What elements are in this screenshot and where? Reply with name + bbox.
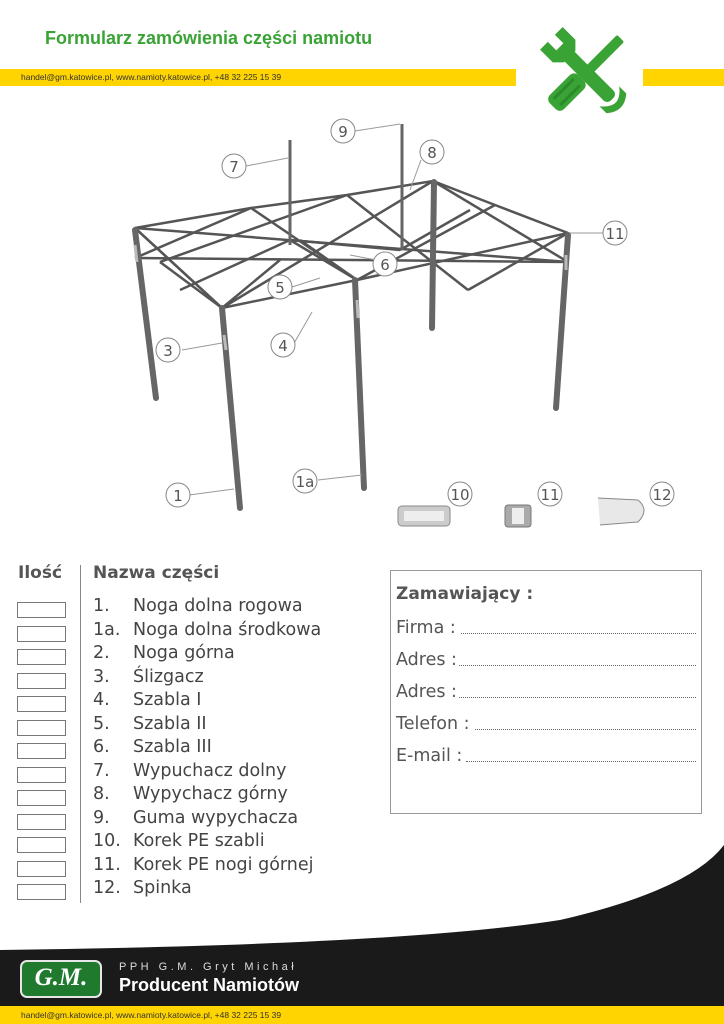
field-email: E-mail : [396,746,463,766]
part-name: Noga dolna środkowa [133,620,322,640]
part-name: Wypuchacz dolny [133,761,287,781]
page-title: Formularz zamówienia części namiotu [45,28,373,48]
part-row [93,690,201,710]
qty-input[interactable] [17,696,66,712]
field-company: Firma : [396,618,456,638]
field-address-2-line[interactable] [459,697,696,698]
qty-input[interactable] [17,602,66,618]
label-1a: 1a [295,473,315,491]
field-company-line[interactable] [461,633,696,634]
part-name: Noga górna [133,643,235,663]
part-row [93,643,235,663]
part-row [93,808,298,828]
field-phone: Telefon : [396,714,470,734]
part-name: Szabla III [133,737,212,757]
qty-input[interactable] [17,720,66,736]
logo-text: G.M. [34,964,88,991]
part-number: 7. [93,761,110,781]
part-number: 11. [93,855,121,875]
footer [0,950,724,1006]
part-name: Szabla II [133,714,207,734]
pe-plug-saber [398,506,450,526]
label-6: 6 [380,256,390,274]
part-name: Guma wypychacza [133,808,299,828]
part-number: 12. [93,878,121,898]
part-row [93,667,204,687]
part-name: Noga dolna rogowa [133,596,303,616]
part-name: Wypychacz górny [133,784,288,804]
label-4: 4 [278,337,288,355]
part-row [93,714,207,734]
qty-input[interactable] [17,814,66,830]
part-number: 2. [93,643,110,663]
company-name: PPH G.M. Gryt Michał [119,961,298,973]
qty-input[interactable] [17,790,66,806]
qty-input[interactable] [17,767,66,783]
pe-plug-leg [505,505,531,527]
label-10: 10 [450,486,470,504]
part-row [93,784,288,804]
part-number: 6. [93,737,110,757]
qty-input[interactable] [17,673,66,689]
label-3: 3 [163,342,173,360]
label-11b: 11 [540,486,560,504]
field-address-2: Adres : [396,682,457,702]
qty-input[interactable] [17,743,66,759]
part-number: 10. [93,831,121,851]
qty-input[interactable] [17,626,66,642]
part-row [93,620,321,640]
part-name: Korek PE szabli [133,831,265,851]
label-1: 1 [173,487,183,505]
part-number: 3. [93,667,110,687]
field-address-1: Adres : [396,650,457,670]
clip-part [598,498,644,525]
field-email-line[interactable] [466,761,696,762]
part-row [93,761,286,781]
footer-curve [0,830,724,960]
qty-header: Ilość [18,563,63,583]
part-number: 5. [93,714,110,734]
part-name: Korek PE nogi górnej [133,855,314,875]
header-contact: handel@gm.katowice.pl, www.namioty.katowice.pl, +48 32 225 15 39 [21,72,282,82]
part-name: Szabla I [133,690,202,710]
order-form-title: Zamawiający : [396,584,534,604]
tent-frame-diagram [0,100,724,540]
field-phone-line[interactable] [475,729,696,730]
part-number: 1a. [93,620,121,640]
label-11: 11 [605,225,625,243]
company-tagline: Producent Namiotów [119,975,300,995]
label-8: 8 [427,144,437,162]
part-number: 1. [93,596,110,616]
footer-contact: handel@gm.katowice.pl, www.namioty.katowice.pl, +48 32 225 15 39 [21,1010,282,1020]
part-number: 9. [93,808,110,828]
part-name-header: Nazwa części [93,563,220,583]
company-logo [20,960,102,998]
part-row [93,596,303,616]
top-yellow-bar-right [643,69,724,86]
label-9: 9 [338,123,348,141]
part-number: 8. [93,784,110,804]
part-name: Ślizgacz [133,667,204,687]
part-number: 4. [93,690,110,710]
qty-input[interactable] [17,649,66,665]
label-5: 5 [275,279,285,297]
part-name: Spinka [133,878,192,898]
order-form [390,570,702,814]
field-address-1-line[interactable] [459,665,696,666]
label-7: 7 [229,158,239,176]
label-12: 12 [652,486,672,504]
part-row [93,737,212,757]
